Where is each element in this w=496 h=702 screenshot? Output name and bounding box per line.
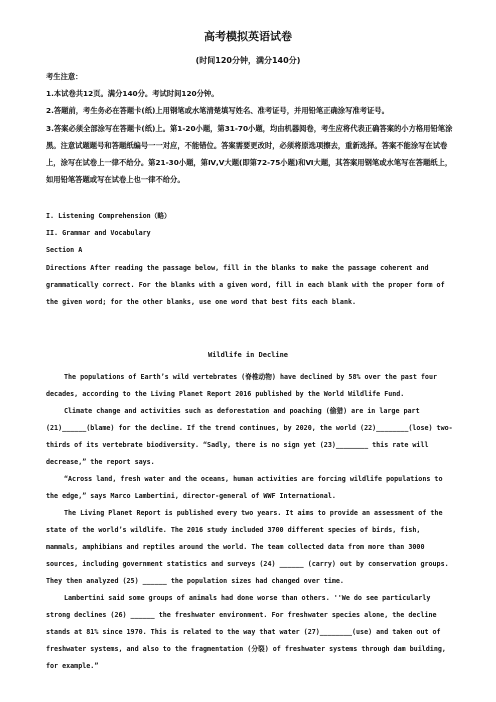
directions-text: Directions After reading the passage below, fill in the blanks to make the passage coherent and grammatically correct. For the blanks with a given word, fill in each blank with the proper form of the given word; for the other blanks, use one word that best fits each blank. bbox=[46, 263, 445, 307]
grammar-heading: II. Grammar and Vocabulary bbox=[46, 229, 151, 238]
notes-label: 考生注意： bbox=[46, 72, 83, 81]
passage-paragraph: “Across land, fresh water and the oceans, human activities are forcing wildlife populations to the edge,” says Marco Lambertini, director-general of WWF International. bbox=[46, 475, 443, 500]
section-a-heading: Section A bbox=[46, 246, 83, 255]
candidate-notes bbox=[46, 68, 456, 188]
passage-heading: Wildlife in Decline bbox=[207, 351, 289, 359]
note-item: 3.答案必须全部涂写在答题卡(纸)上。第1-20小题，第31-70小题，均由机器阅卷，考生应将代表正确答案的小方格用铅笔涂黑。注意试题题号和答题纸编号一一对应，不能错位。答案需要更改时，必须将原选项擦去，重新选择。答案不能涂写在试卷上，涂写在试卷上一律不给分。第21-30小题，第Ⅳ,Ⅴ大题(即第72-75小题)和Ⅵ大题，其答案用钢笔或水笔写在答题纸上，如用铅笔答题或写在试卷上也一律不给分。 bbox=[46, 123, 453, 185]
passage-paragraph: The populations of Earth’s wild vertebrates (脊椎动物) have declined by 58% over the past four decades, according to the Living Planet Report 2016 published by the World Wildlife Fund. bbox=[46, 373, 438, 398]
exam-subtitle: (时间120分钟，满分140分) bbox=[195, 56, 301, 65]
note-item: 1.本试卷共12页。满分140分。考试时间120分钟。 bbox=[46, 89, 219, 99]
section-headings bbox=[46, 208, 456, 311]
passage-paragraph: Lambertini said some groups of animals had done worse than others. ''We do see particularly strong declines (26) ______ the freshwater environment. For freshwater species alone, the decline stands at 81% since 1970. This is related to the way that water (27)________(use) and taken out of freshwater systems, and also to the fragmentation (分裂) of freshwater systems through dam building, for example.” bbox=[46, 594, 446, 670]
passage-paragraph: The Living Planet Report is published every two years. It aims to provide an assessment of the state of the world’s wildlife. The 2016 study included 3700 different species of birds, fish, mammals, amphibians and reptiles around the world. The team collected data from more than 3000 sources, including government statistics and surveys (24) ______ (carry) out by conservation groups. They then analyzed (25) ______ the population sizes had changed over time. bbox=[46, 509, 449, 585]
passage-body bbox=[46, 369, 456, 675]
note-item: 2.答题前，考生务必在答题卡(纸)上用钢笔或水笔清楚填写姓名、准考证号，并用铅笔正确涂写准考证号。 bbox=[46, 106, 389, 116]
passage-paragraph: Climate change and activities such as deforestation and poaching (偷猎) are in large part (21)______(blame) for the decline. If the trend continues, by 2020, the world (22)________(lose) two-thirds of its vertebrate biodiversity. “Sadly, there is no sign yet (23)________ this rate will decrease,” the report says. bbox=[46, 407, 453, 466]
listening-heading: I. Listening Comprehension（略） bbox=[46, 212, 171, 220]
exam-title: 高考模拟英语试卷 bbox=[204, 30, 292, 43]
